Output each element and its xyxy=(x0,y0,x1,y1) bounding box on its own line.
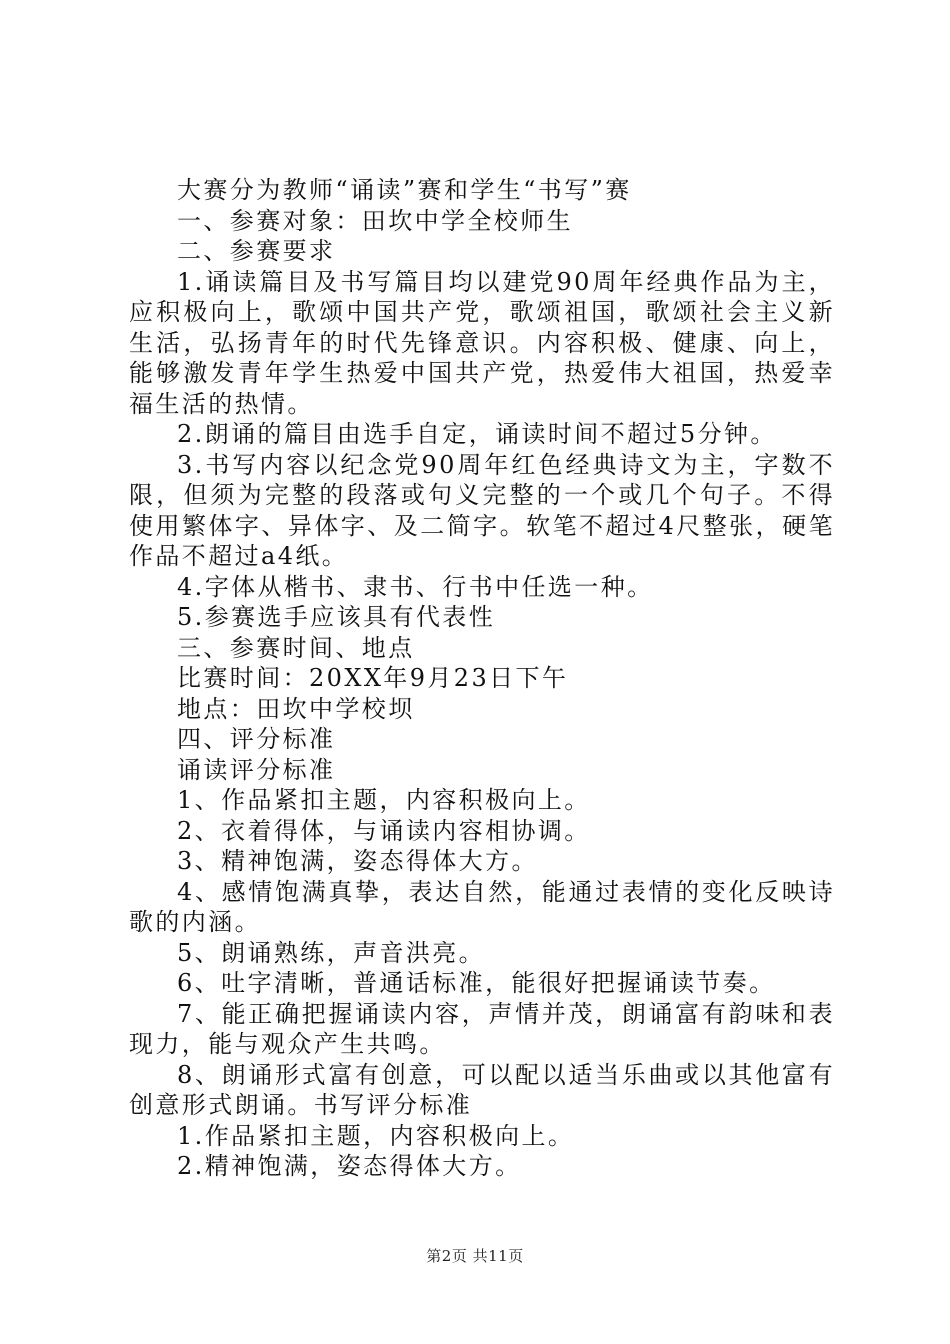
scoring-item-7: 7、能正确把握诵读内容，声情并茂，朗诵富有韵味和表现力，能与观众产生共鸣。 xyxy=(129,999,835,1058)
scoring-item-1: 1、作品紧扣主题，内容积极向上。 xyxy=(177,786,591,814)
scoring-item-8: 8、朗诵形式富有创意，可以配以适当乐曲或以其他富有创意形式朗诵。书写评分标准 xyxy=(129,1060,835,1119)
requirement-item-2: 2.朗诵的篇目由选手自定，诵读时间不超过5分钟。 xyxy=(177,420,777,448)
scoring-item-2: 2、衣着得体，与诵读内容相协调。 xyxy=(177,816,591,845)
heading-requirements: 二、参赛要求 xyxy=(177,237,336,265)
scoring-item-6: 6、吐字清晰，普通话标准，能很好把握诵读节奏。 xyxy=(177,969,776,997)
event-location: 地点：田坎中学校坝 xyxy=(177,694,415,723)
requirement-item-4: 4.字体从楷书、隶书、行书中任选一种。 xyxy=(177,572,654,601)
scoring-item-3: 3、精神饱满，姿态得体大方。 xyxy=(177,847,538,875)
page-number-footer: 第2页 共11页 xyxy=(426,1247,524,1265)
writing-scoring-item-1: 1.作品紧扣主题，内容积极向上。 xyxy=(177,1121,575,1150)
subheading-recitation-scoring: 诵读评分标准 xyxy=(177,755,336,784)
requirement-item-5: 5.参赛选手应该具有代表性 xyxy=(177,603,496,631)
requirement-item-3: 3.书写内容以纪念党90周年红色经典诗文为主，字数不限，但须为完整的段落或句义完整的一个或几个句子。不得使用繁体字、异体字、及二简字。软笔不超过4尺整张，硬笔作品不超过a4纸。 xyxy=(129,450,835,570)
heading-participants: 一、参赛对象：田坎中学全校师生 xyxy=(177,206,573,235)
requirement-item-1: 1.诵读篇目及书写篇目均以建党90周年经典作品为主，应积极向上，歌颂中国共产党，歌颂祖国，歌颂社会主义新生活，弘扬青年的时代先锋意识。内容积极、健康、向上，能够激发青年学生热爱中国共产党，热爱伟大祖国，热爱幸福生活的热情。 xyxy=(129,267,835,418)
writing-scoring-item-2: 2.精神饱满，姿态得体大方。 xyxy=(177,1152,522,1180)
document-body xyxy=(129,175,835,1182)
paragraph-intro: 大赛分为教师“诵读”赛和学生“书写”赛 xyxy=(177,176,632,204)
scoring-item-4: 4、感情饱满真挚，表达自然，能通过表情的变化反映诗歌的内涵。 xyxy=(129,877,835,936)
heading-scoring: 四、评分标准 xyxy=(177,725,336,753)
event-time: 比赛时间：20XX年9月23日下午 xyxy=(177,664,569,692)
heading-time-place: 三、参赛时间、地点 xyxy=(177,633,415,662)
scoring-item-5: 5、朗诵熟练，声音洪亮。 xyxy=(177,938,486,967)
